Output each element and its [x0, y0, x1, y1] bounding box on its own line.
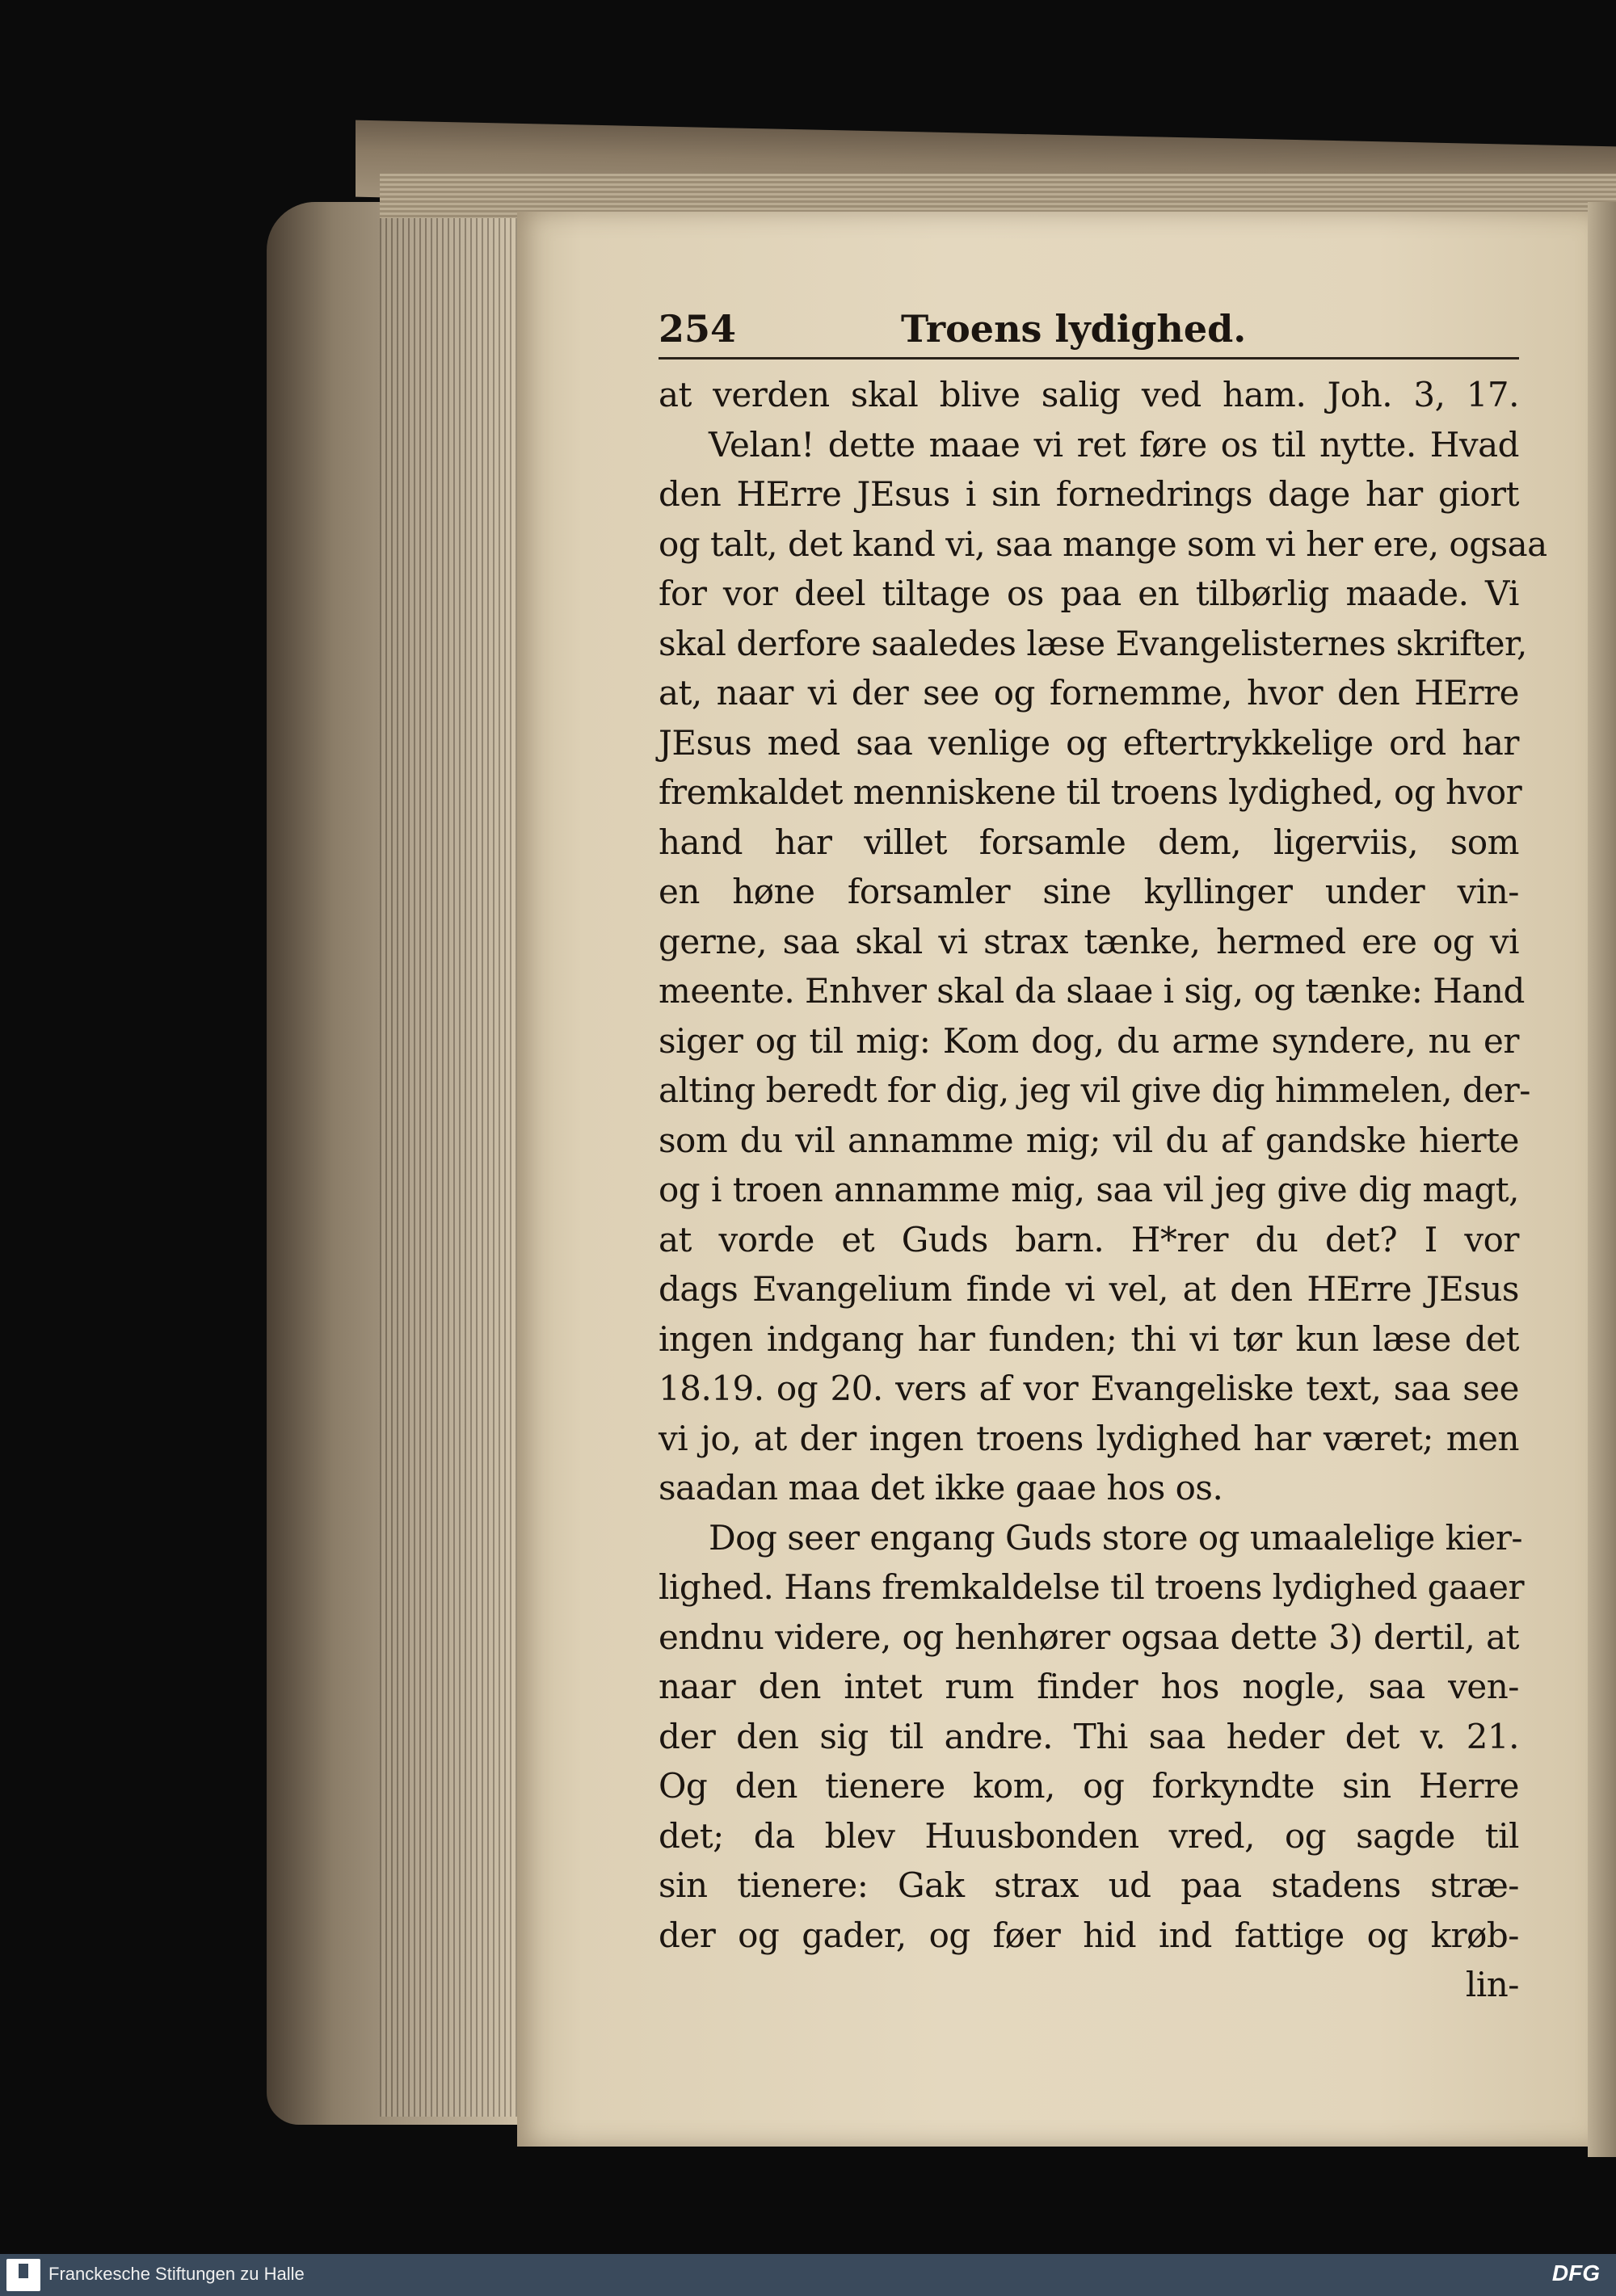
text-line: meente. Enhver skal da slaae i sig, og tænke: Hand: [659, 971, 1525, 1011]
page-text-block: [659, 307, 1547, 2004]
page-header: [659, 307, 1519, 357]
text-line: og i troen annamme mig, saa vil jeg give dig magt,: [659, 1170, 1519, 1209]
text-line: saadan maa det ikke gaae hos os.: [659, 1468, 1223, 1508]
running-title: Troens lydighed.: [901, 307, 1247, 351]
text-line: og talt, det kand vi, saa mange som vi her ere, ogsaa: [659, 524, 1547, 564]
text-line: fremkaldet menniskene til troens lydighed, og hvor: [659, 772, 1522, 812]
text-line: en høne forsamler sine kyllinger under vin-: [659, 872, 1519, 911]
text-line: naar den intet rum finder hos nogle, saa ven-: [659, 1667, 1519, 1706]
text-line: som du vil annamme mig; vil du af gandske hierte: [659, 1120, 1519, 1160]
header-rule: [659, 357, 1519, 360]
dfg-logo: DFG: [1551, 2260, 1600, 2285]
body-text: [659, 370, 1547, 2010]
page-number: 254: [659, 307, 737, 351]
institution-name: Franckesche Stiftungen zu Halle: [48, 2264, 305, 2284]
viewer-footer: [0, 2254, 1616, 2296]
text-line: at verden skal blive salig ved ham. Joh. 3, 17.: [659, 375, 1519, 414]
text-line: vi jo, at der ingen troens lydighed har været; men: [659, 1418, 1519, 1458]
text-line: sin tienere: Gak strax ud paa stadens stræ-: [659, 1865, 1519, 1905]
text-line: alting beredt for dig, jeg vil give dig himmelen, der-: [659, 1070, 1530, 1110]
text-line: gerne, saa skal vi strax tænke, hermed ere og vi: [659, 921, 1519, 961]
text-line: skal derfore saaledes læse Evangelisternes skrifter,: [659, 623, 1527, 663]
text-line: ingen indgang har funden; thi vi tør kun læse det: [659, 1318, 1519, 1359]
text-line: for vor deel tiltage os paa en tilbørlig maade. Vi: [659, 574, 1519, 613]
text-line: der den sig til andre. Thi saa heder det v. 21.: [659, 1716, 1519, 1756]
text-line: der og gader, og føer hid ind fattige og krøb-: [659, 1915, 1519, 1955]
text-line: JEsus med saa venlige og eftertrykkelige ord har: [659, 722, 1519, 763]
text-line: at, naar vi der see og fornemme, hvor den HErre: [659, 673, 1519, 713]
text-line: Og den tienere kom, og forkyndte sin Herre: [659, 1766, 1519, 1806]
text-line: siger og til mig: Kom dog, du arme syndere, nu er: [659, 1020, 1519, 1061]
page-gutter: [1588, 202, 1616, 2157]
text-line: Dog seer engang Guds store og umaalelige kier-: [709, 1517, 1523, 1558]
text-line: det; da blev Huusbonden vred, og sagde til: [659, 1815, 1519, 1856]
text-line: den HErre JEsus i sin fornedrings dage har giort: [659, 474, 1519, 514]
text-line: Velan! dette maae vi ret føre os til nytte. Hvad: [709, 424, 1519, 465]
catchword: lin-: [1465, 1965, 1519, 2004]
text-line: 18.19. og 20. vers af vor Evangeliske text, saa see: [659, 1369, 1519, 1408]
page-stack-lines: [380, 210, 525, 2117]
text-line: lighed. Hans fremkaldelse til troens lydighed gaaer: [659, 1567, 1525, 1607]
institution-logo-icon: [6, 2259, 40, 2291]
text-line: hand har villet forsamle dem, ligerviis, som: [659, 822, 1519, 862]
text-line: dags Evangelium finde vi vel, at den HErre JEsus: [659, 1269, 1519, 1309]
text-line: at vorde et Guds barn. H*rer du det? I vor: [659, 1219, 1519, 1259]
text-line: endnu videre, og henhører ogsaa dette 3) dertil, at: [659, 1617, 1519, 1657]
